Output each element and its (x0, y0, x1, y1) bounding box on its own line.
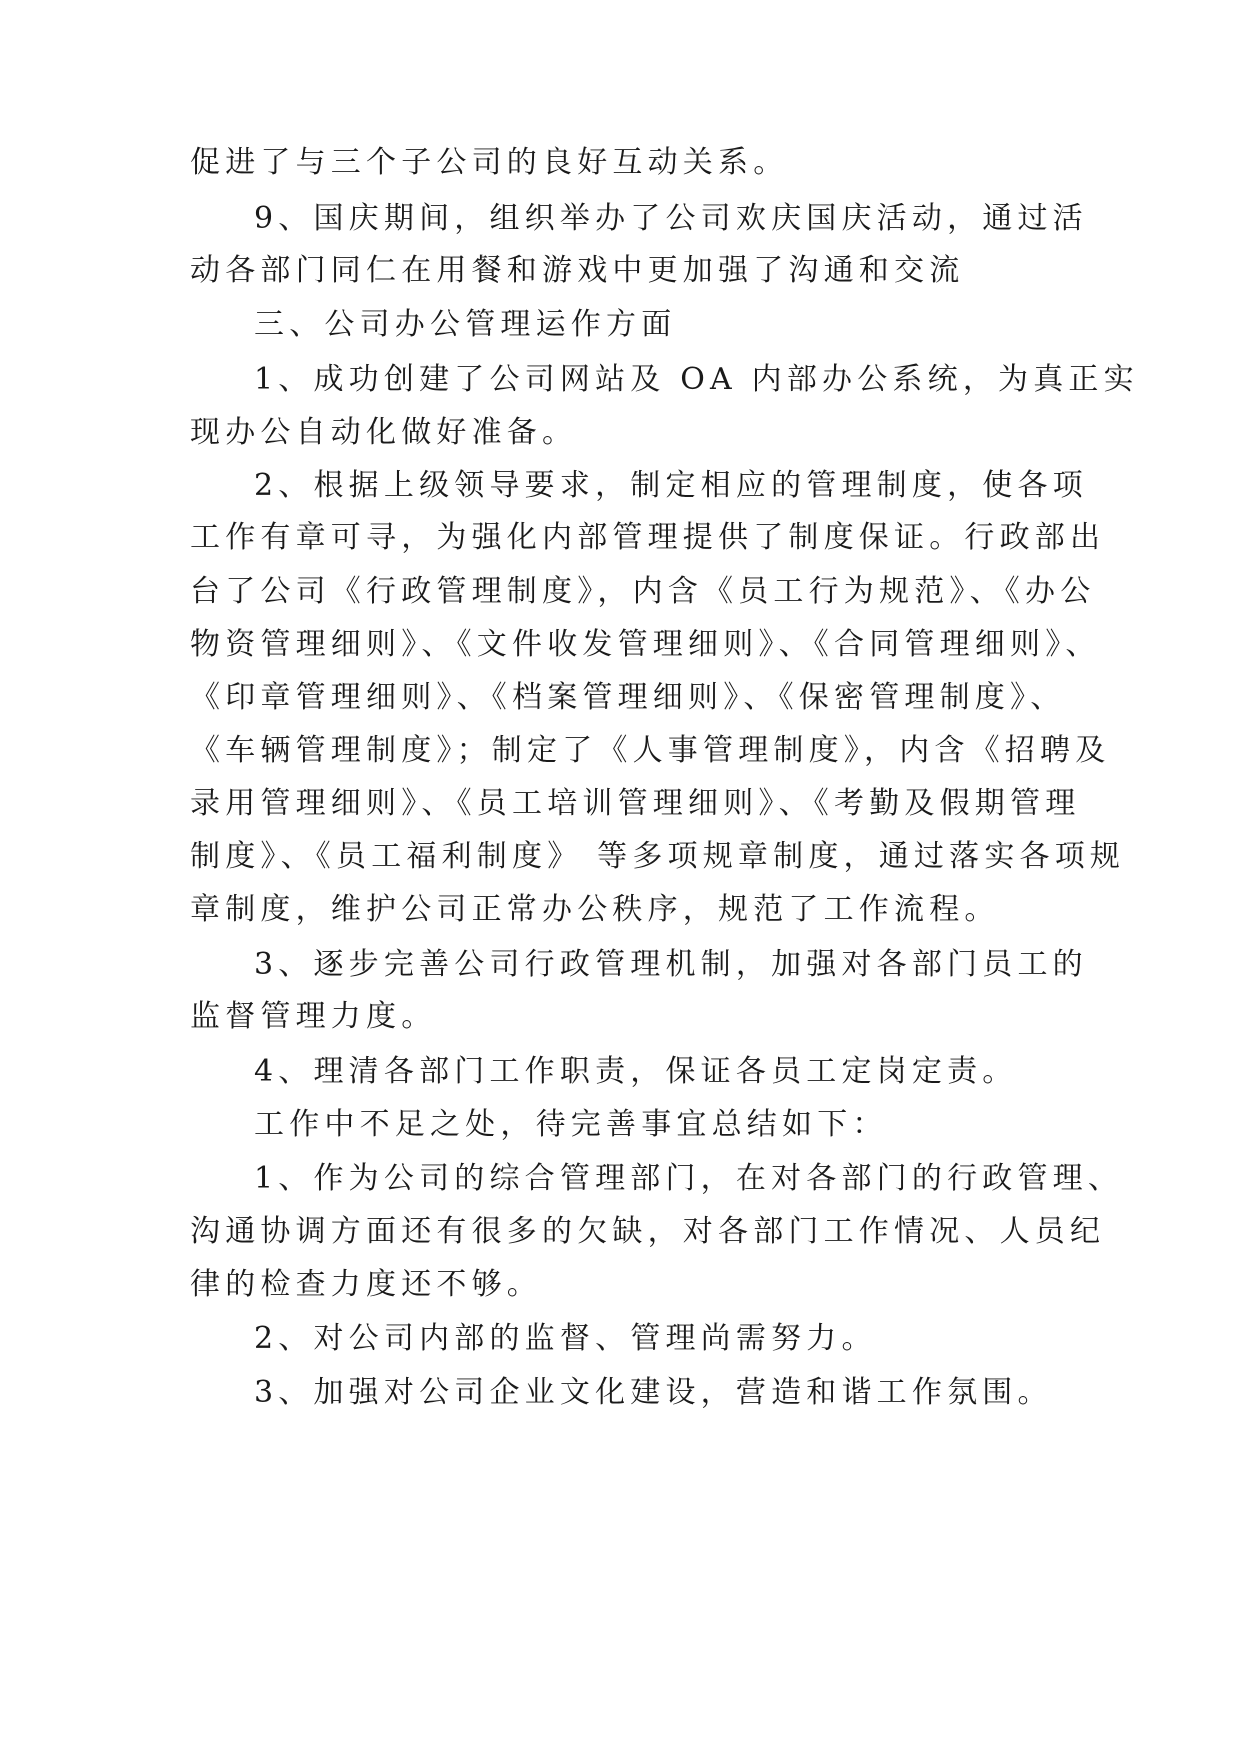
text-line: 《车辆管理制度》；制定了《人事管理制度》，内含《招聘及 (190, 733, 1111, 768)
text-line: 3、逐步完善公司行政管理机制，加强对各部门员工的 (254, 947, 1088, 982)
text-line: 制度》、《员工福利制度》 等多项规章制度，通过落实各项规 (190, 839, 1126, 874)
text-line: 章制度，维护公司正常办公秩序，规范了工作流程。 (190, 892, 1000, 927)
text-line: 4、理清各部门工作职责，保证各员工定岗定责。 (254, 1054, 1018, 1089)
text-line: 9、国庆期间，组织举办了公司欢庆国庆活动，通过活 (254, 201, 1088, 236)
text-line: 1、成功创建了公司网站及 OA 内部办公系统，为真正实 (254, 362, 1139, 397)
text-line: 1、作为公司的综合管理部门，在对各部门的行政管理、 (254, 1161, 1124, 1196)
text-line: 动各部门同仁在用餐和游戏中更加强了沟通和交流 (190, 253, 965, 288)
text-line: 2、对公司内部的监督、管理尚需努力。 (254, 1321, 877, 1356)
text-line: 工作有章可寻，为强化内部管理提供了制度保证。行政部出 (190, 520, 1106, 555)
text-line: 《印章管理细则》、《档案管理细则》、《保密管理制度》、 (190, 680, 1066, 715)
text-line: 沟通协调方面还有很多的欠缺，对各部门工作情况、人员纪 (190, 1214, 1106, 1249)
text-line: 3、加强对公司企业文化建设，营造和谐工作氛围。 (254, 1375, 1053, 1410)
text-line: 促进了与三个子公司的良好互动关系。 (190, 145, 789, 180)
text-line: 物资管理细则》、《文件收发管理细则》、《合同管理细则》、 (190, 627, 1101, 662)
text-line: 监督管理力度。 (190, 999, 437, 1034)
text-line: 2、根据上级领导要求，制定相应的管理制度，使各项 (254, 468, 1088, 503)
section-heading: 三、公司办公管理运作方面 (254, 307, 677, 342)
text-line: 工作中不足之处，待完善事宜总结如下： (254, 1107, 888, 1142)
text-line: 录用管理细则》、《员工培训管理细则》、《考勤及假期管理 (190, 786, 1081, 821)
text-line: 台了公司《行政管理制度》，内含《员工行为规范》、《办公 (190, 574, 1096, 609)
text-line: 律的检查力度还不够。 (190, 1267, 542, 1302)
text-line: 现办公自动化做好准备。 (190, 415, 578, 450)
